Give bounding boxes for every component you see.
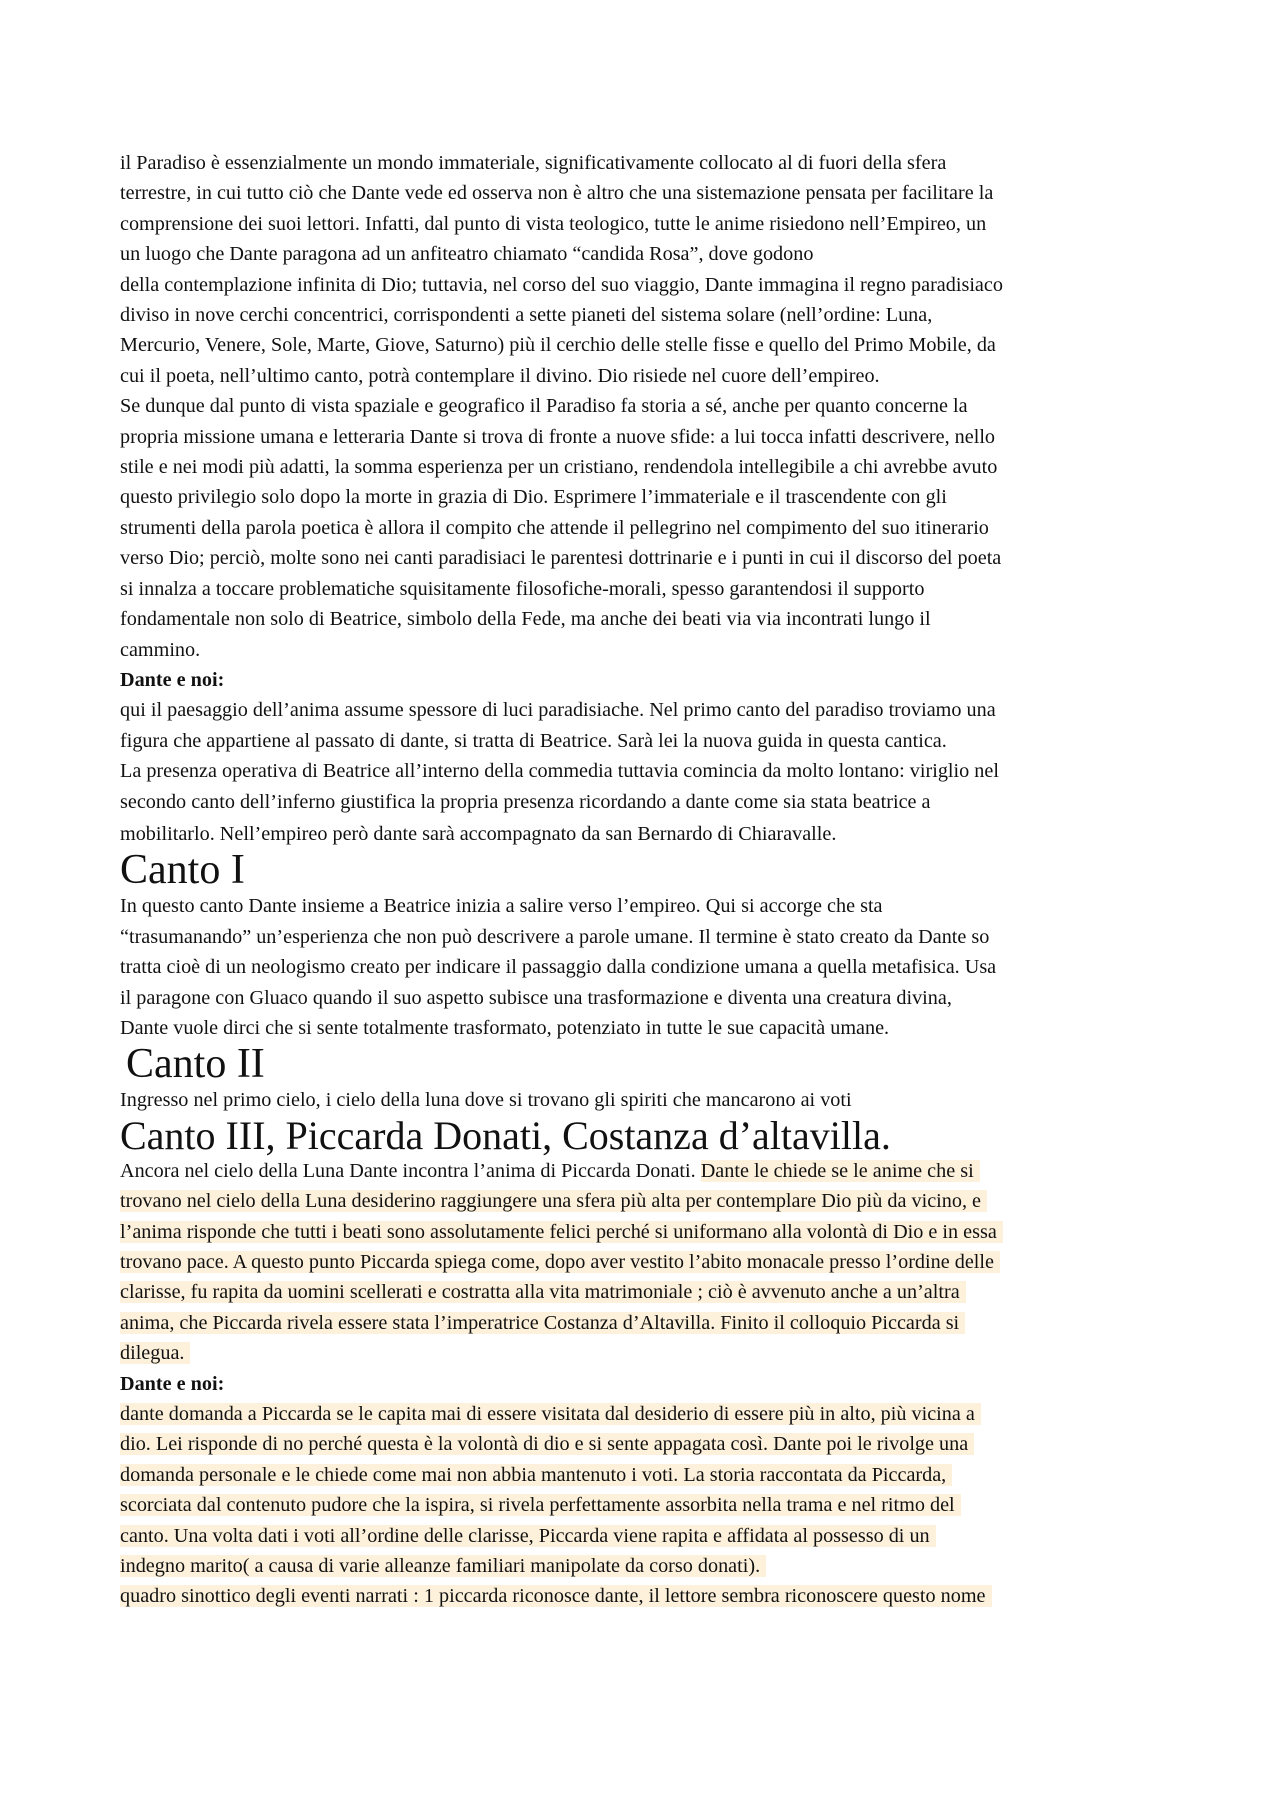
highlighted-text: domanda personale e le chiede come mai non abbia mantenuto i voti. La storia raccontata da Piccarda,	[120, 1464, 952, 1486]
text-line	[120, 1551, 1170, 1581]
text-line	[120, 1460, 1170, 1490]
highlighted-text: quadro sinottico degli eventi narrati : 1 piccarda riconosce dante, il lettore sembra riconoscere questo nome	[120, 1585, 992, 1607]
text-line: si innalza a toccare problematiche squisitamente filosofiche-morali, spesso garantendosi il supporto	[120, 577, 925, 600]
highlighted-text: dio. Lei risponde di no perché questa è la volontà di dio e si sente appagata così. Dante poi le rivolge una	[120, 1433, 974, 1455]
text-line	[120, 1521, 1170, 1551]
text-line: cammino.	[120, 638, 201, 661]
text-line: qui il paesaggio dell’anima assume spessore di luci paradisiache. Nel primo canto del paradiso troviamo una	[120, 699, 996, 722]
highlighted-text: l’anima risponde che tutti i beati sono assolutamente felici perché si uniformano alla volontà di Dio e in essa	[120, 1221, 1003, 1243]
canto-1-heading: Canto I	[120, 847, 245, 894]
text-line: tratta cioè di un neologismo creato per indicare il passaggio dalla condizione umana a quella metafisica. Usa	[120, 956, 997, 979]
text-line	[120, 1247, 1170, 1277]
dante-e-noi-heading: Dante e noi:	[120, 668, 225, 691]
highlighted-text: Dante le chiede se le anime che si	[701, 1160, 980, 1182]
text-line: questo privilegio solo dopo la morte in grazia di Dio. Esprimere l’immateriale e il trascendente con gli	[120, 486, 947, 509]
document-page	[120, 148, 1170, 1612]
canto-3-paragraph	[120, 1156, 1170, 1369]
text-line: figura che appartiene al passato di dante, si tratta di Beatrice. Sarà lei la nuova guida in questa cantica.	[120, 729, 947, 752]
text-line: Ingresso nel primo cielo, i cielo della luna dove si trovano gli spiriti che mancarono ai voti	[120, 1089, 852, 1112]
text-line: il Paradiso è essenzialmente un mondo immateriale, significativamente collocato al di fuori della sfera	[120, 152, 947, 174]
dante-e-noi-heading: Dante e noi:	[120, 1372, 225, 1395]
text-line	[120, 1581, 1170, 1611]
highlighted-text: indegno marito( a causa di varie alleanze familiari manipolate da corso donati).	[120, 1555, 766, 1577]
text-line	[120, 1399, 1170, 1429]
highlighted-text: anima, che Piccarda rivela essere stata l’imperatrice Costanza d’Altavilla. Finito il colloquio Piccarda si	[120, 1312, 965, 1334]
text-line: La presenza operativa di Beatrice all’interno della commedia tuttavia comincia da molto lontano: viriglio nel	[120, 760, 999, 783]
highlighted-text: dilegua.	[120, 1342, 190, 1364]
text-line: propria missione umana e letteraria Dante si trova di fronte a nuove sfide: a lui tocca infatti descrivere, nello	[120, 425, 996, 448]
highlighted-text: trovano pace. A questo punto Piccarda spiega come, dopo aver vestito l’abito monacale presso l’ordine delle	[120, 1251, 1000, 1273]
text-line: Dante vuole dirci che si sente totalmente trasformato, potenziato in tutte le sue capacità umane.	[120, 1016, 890, 1039]
text-line: strumenti della parola poetica è allora il compito che attende il pellegrino nel compimento del suo itinerario	[120, 516, 989, 539]
text-plain: Ancora nel cielo della Luna Dante incontra l’anima di Piccarda Donati.	[120, 1159, 701, 1182]
text-line: mobilitarlo. Nell’empireo però dante sarà accompagnato da san Bernardo di Chiaravalle.	[120, 822, 837, 845]
text-line: terrestre, in cui tutto ciò che Dante vede ed osserva non è altro che una sistemazione pensata per facilitare la	[120, 182, 994, 205]
text-line: comprensione dei suoi lettori. Infatti, dal punto di vista teologico, tutte le anime risiedono nell’Empireo, un	[120, 212, 987, 235]
text-line: della contemplazione infinita di Dio; tuttavia, nel corso del suo viaggio, Dante immagina il regno paradisiaco	[120, 273, 1003, 296]
text-line	[120, 1338, 1170, 1368]
text-line	[120, 1217, 1170, 1247]
highlighted-text: trovano nel cielo della Luna desiderino raggiungere una sfera più alta per contemplare Dio più da vicino, e	[120, 1190, 987, 1212]
text-line	[120, 1429, 1170, 1459]
text-line: secondo canto dell’inferno giustifica la propria presenza ricordando a dante come sia stata beatrice a	[120, 790, 931, 813]
text-line: un luogo che Dante paragona ad un anfiteatro chiamato “candida Rosa”, dove godono	[120, 243, 814, 266]
text-line: stile e nei modi più adatti, la somma esperienza per un cristiano, rendendola intellegibile a chi avrebbe avuto	[120, 456, 998, 479]
text-line: Mercurio, Venere, Sole, Marte, Giove, Saturno) più il cerchio delle stelle fisse e quello del Primo Mobile, da	[120, 334, 996, 357]
text-line: In questo canto Dante insieme a Beatrice inizia a salire verso l’empireo. Qui si accorge che sta	[120, 895, 883, 918]
canto-2-paragraph	[120, 1085, 1170, 1115]
text-line: il paragone con Gluaco quando il suo aspetto subisce una trasformazione e diventa una creatura divina,	[120, 986, 952, 1009]
text-line	[120, 1186, 1170, 1216]
text-line: Se dunque dal punto di vista spaziale e geografico il Paradiso fa storia a sé, anche per quanto concerne la	[120, 395, 968, 418]
text-line: fondamentale non solo di Beatrice, simbolo della Fede, ma anche dei beati via via incontrati lungo il	[120, 608, 931, 631]
canto-1-paragraph	[120, 891, 1170, 1043]
highlighted-text: dante domanda a Piccarda se le capita mai di essere visitata dal desiderio di essere più in alto, più vicina a	[120, 1403, 981, 1425]
text-line: “trasumanando” un’esperienza che non può descrivere a parole umane. Il termine è stato creato da Dante so	[120, 925, 990, 948]
text-line	[120, 1308, 1170, 1338]
text-line	[120, 1156, 1170, 1186]
highlighted-text: clarisse, fu rapita da uomini scellerati e costratta alla vita matrimoniale ; ciò è avvenuto anche a un’altra	[120, 1281, 966, 1303]
text-line: diviso in nove cerchi concentrici, corrispondenti a sette pianeti del sistema solare (nell’ordine: Luna,	[120, 304, 933, 327]
dante-e-noi-section-2	[120, 1369, 1170, 1612]
canto-2-heading: Canto II	[126, 1041, 265, 1088]
text-line: cui il poeta, nell’ultimo canto, potrà contemplare il divino. Dio risiede nel cuore dell’empireo.	[120, 364, 880, 387]
highlighted-text: canto. Una volta dati i voti all’ordine delle clarisse, Piccarda viene rapita e affidata al possesso di un	[120, 1525, 936, 1547]
text-line	[120, 1490, 1170, 1520]
intro-paragraph	[120, 148, 1170, 665]
text-line: verso Dio; perciò, molte sono nei canti paradisiaci le parentesi dottrinarie e i punti in cui il discorso del poeta	[120, 547, 1002, 570]
canto-3-heading: Canto III, Piccarda Donati, Costanza d’altavilla.	[120, 1112, 891, 1158]
highlighted-text: scorciata dal contenuto pudore che la ispira, si rivela perfettamente assorbita nella trama e nel ritmo del	[120, 1494, 961, 1516]
text-line	[120, 1277, 1170, 1307]
dante-e-noi-section-1	[120, 665, 1170, 849]
